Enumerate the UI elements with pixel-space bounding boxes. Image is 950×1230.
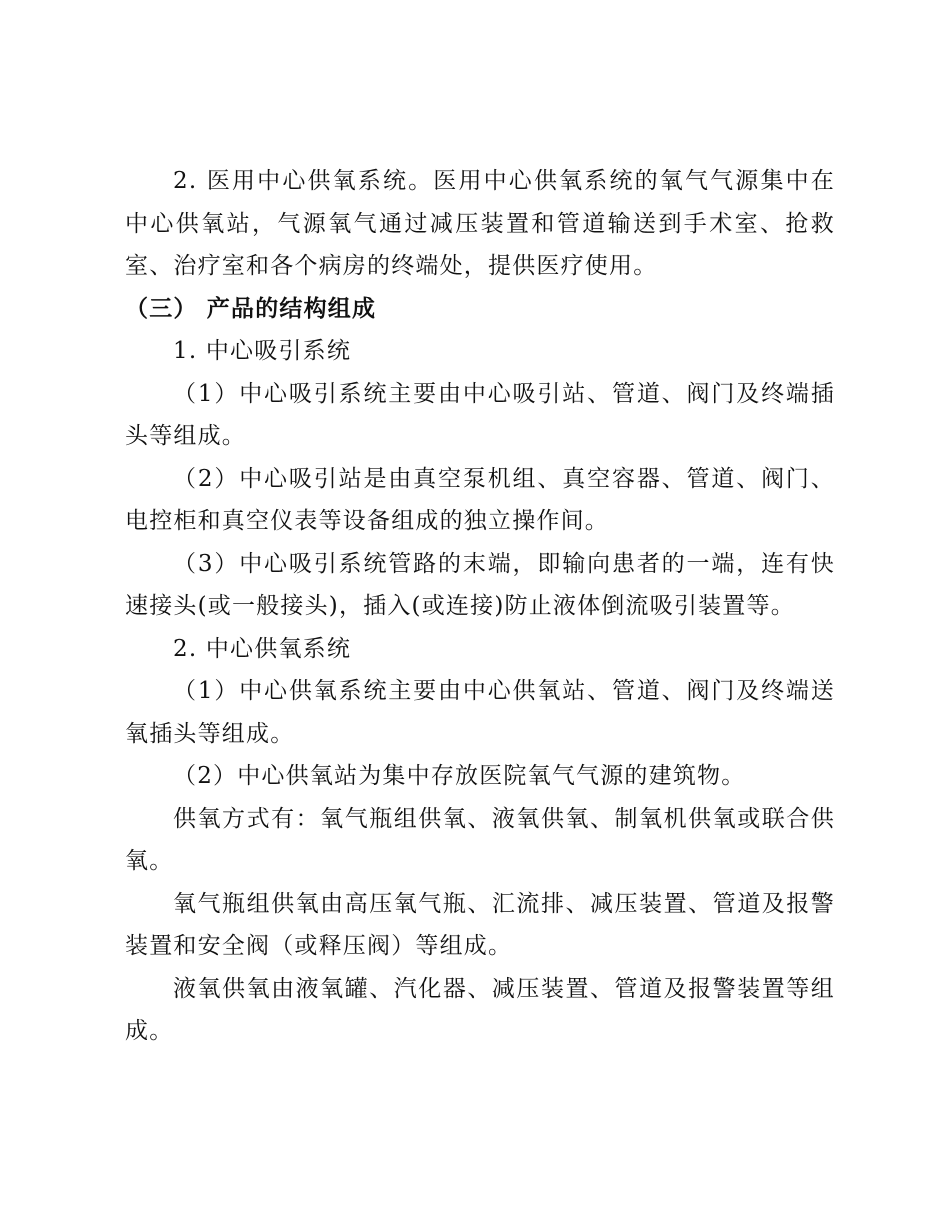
paragraph-suction-3: （3）中心吸引系统管路的末端，即输向患者的一端，连有快速接头(或一般接头)，插入(或连接)防止液体倒流吸引装置等。 — [125, 550, 835, 619]
paragraph-oxygen-system-intro: 2. 医用中心供氧系统。医用中心供氧系统的氧气气源集中在中心供氧站，气源氧气通过减压装置和管道输送到手术室、抢救室、治疗室和各个病房的终端处，提供医疗使用。 — [125, 168, 835, 279]
paragraph-liquid-oxygen-supply: 液氧供氧由液氧罐、汽化器、减压装置、管道及报警装置等组成。 — [125, 975, 835, 1044]
paragraph-oxygen-1: （1）中心供氧系统主要由中心供氧站、管道、阀门及终端送氧插头等组成。 — [125, 678, 835, 747]
paragraph-oxygen-2: （2）中心供氧站为集中存放医院氧气气源的建筑物。 — [173, 763, 746, 789]
section-heading-structure: （三） 产品的结构组成 — [125, 295, 377, 322]
paragraph-cylinder-supply: 氧气瓶组供氧由高压氧气瓶、汇流排、减压装置、管道及报警装置和安全阀（或释压阀）等组成。 — [125, 890, 835, 959]
paragraph-suction-1: （1）中心吸引系统主要由中心吸引站、管道、阀门及终端插头等组成。 — [125, 380, 835, 449]
subheading-oxygen-system: 2. 中心供氧系统 — [173, 635, 352, 662]
paragraph-supply-methods: 供氧方式有：氧气瓶组供氧、液氧供氧、制氧机供氧或联合供氧。 — [125, 805, 835, 874]
subheading-suction-system: 1. 中心吸引系统 — [173, 338, 352, 364]
paragraph-suction-2: （2）中心吸引站是由真空泵机组、真空容器、管道、阀门、电控柜和真空仪表等设备组成的独立操作间。 — [125, 465, 835, 534]
document-body — [125, 160, 835, 1053]
